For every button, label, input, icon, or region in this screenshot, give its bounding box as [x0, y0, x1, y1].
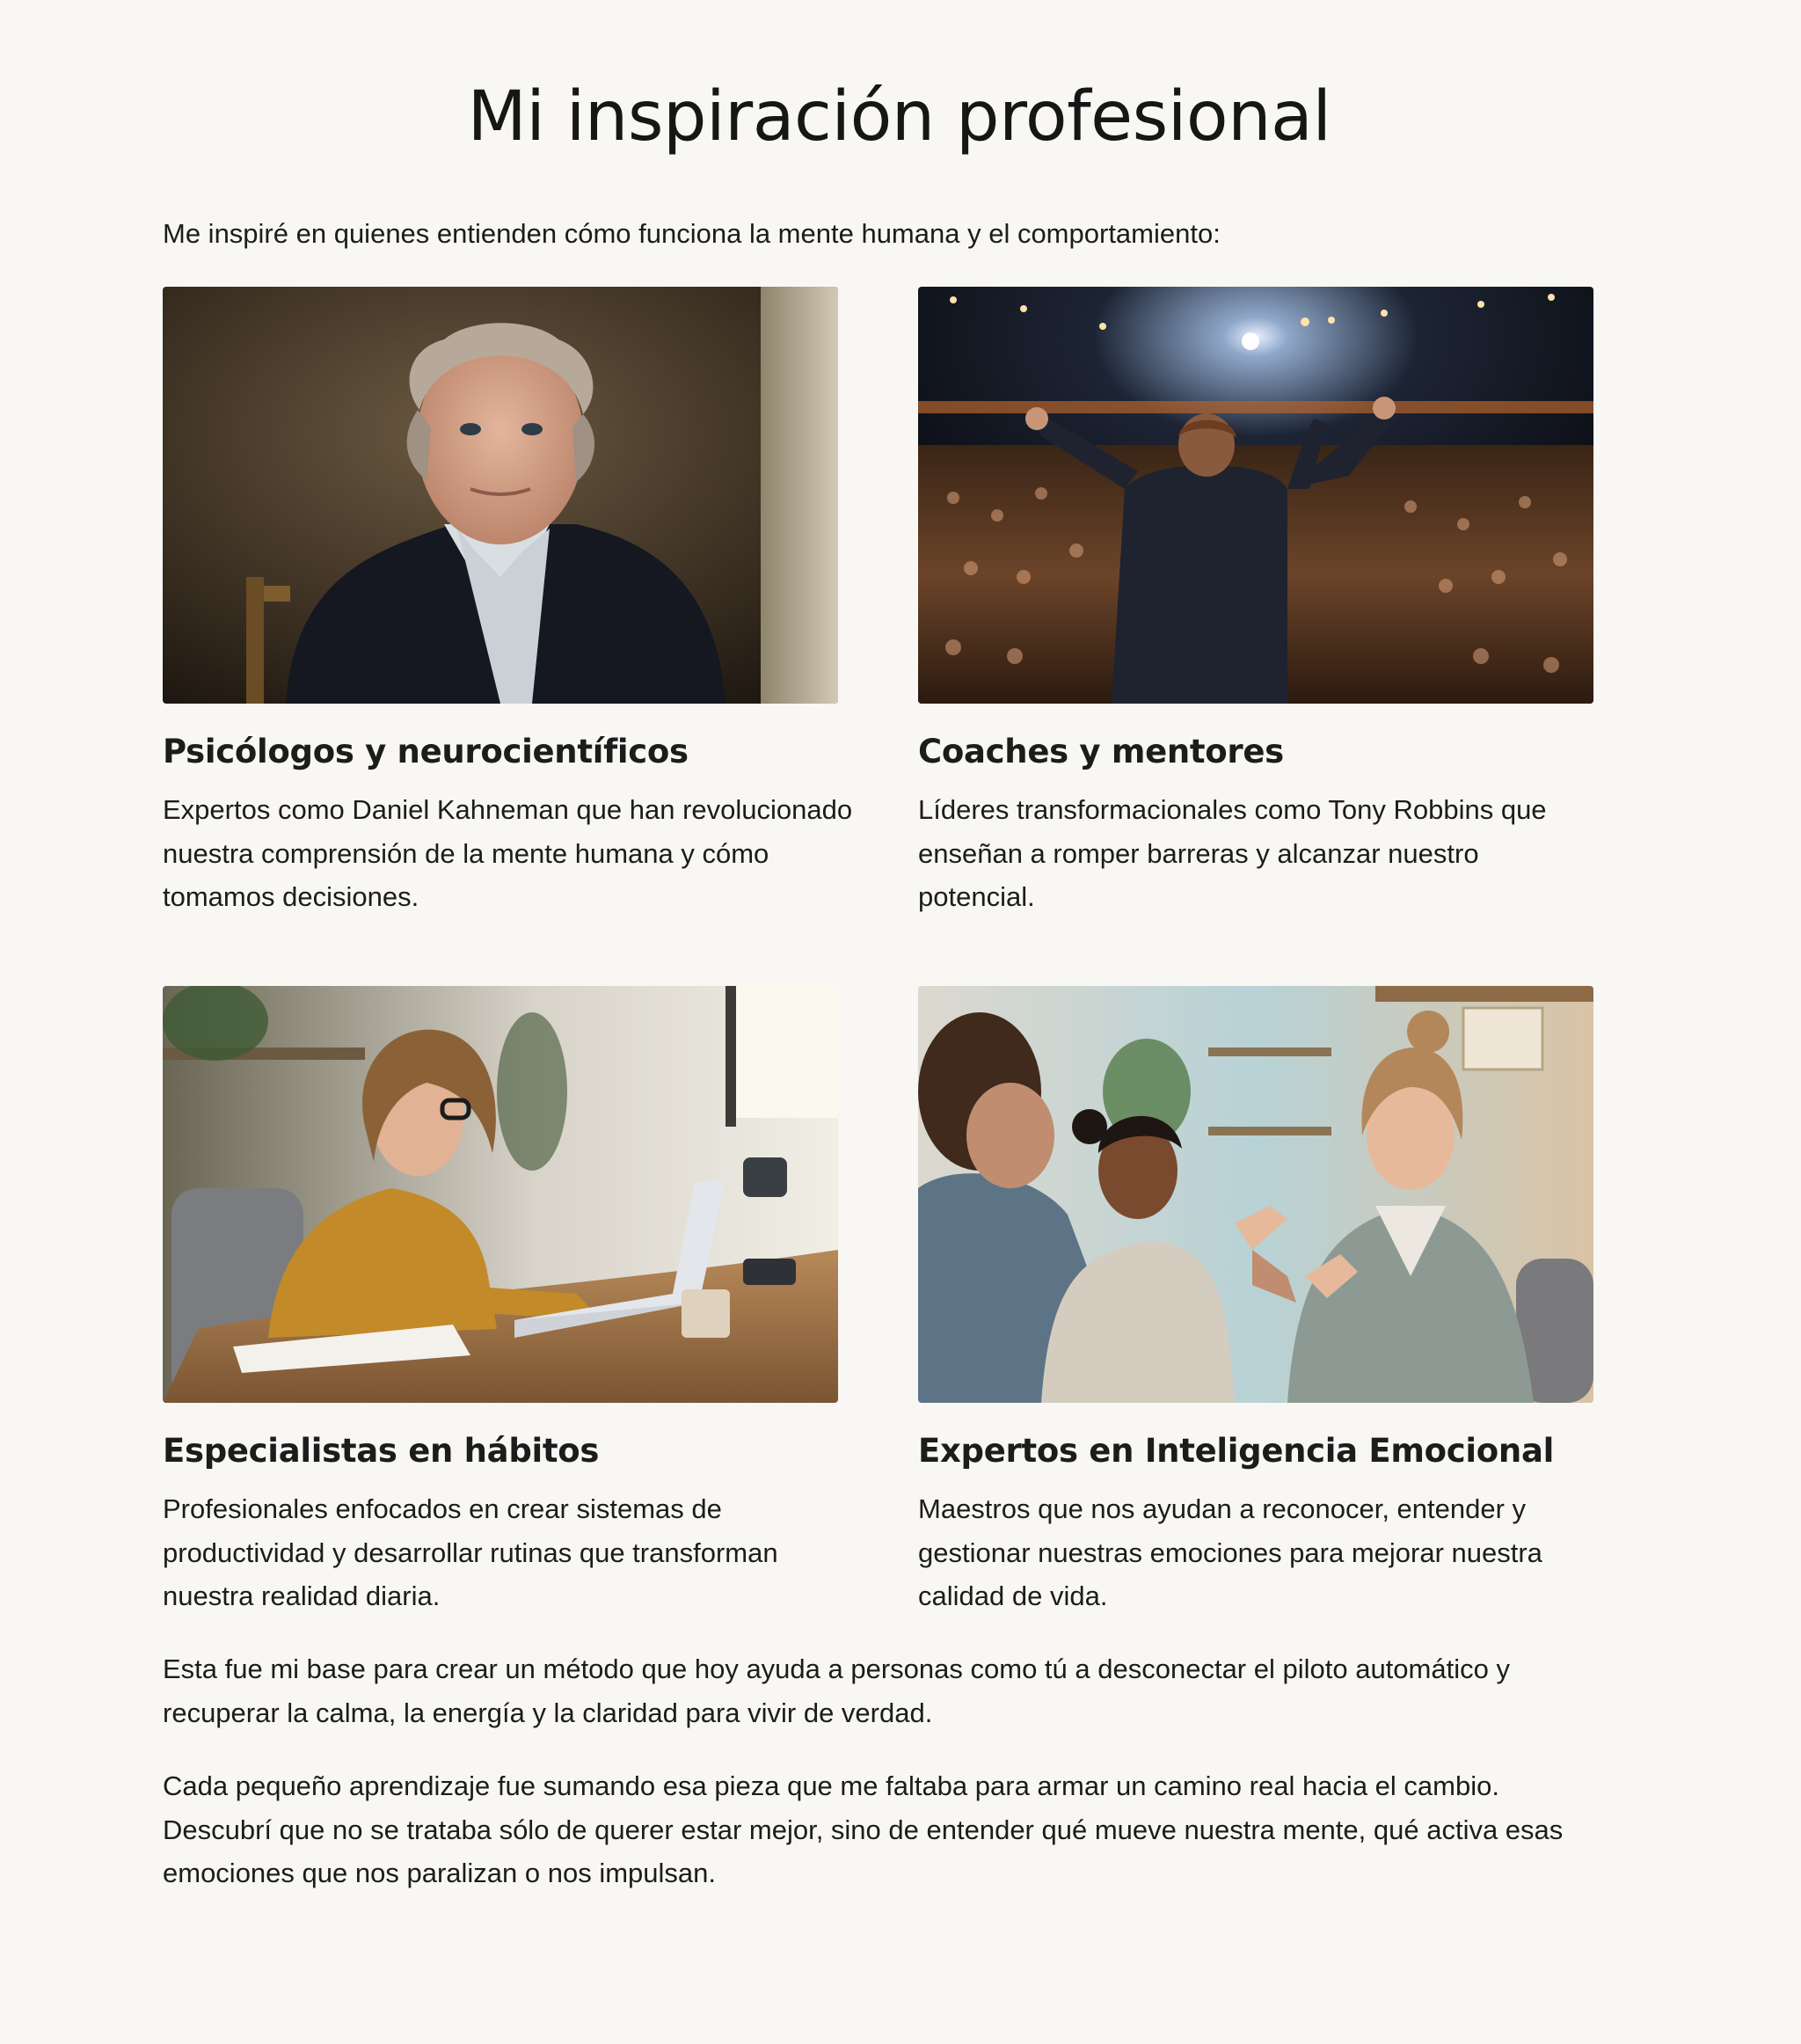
card-description: Profesionales enfocados en crear sistemas de productividad y desarrollar rutinas que transforman nuestra realidad diaria.: [163, 1493, 778, 1611]
card-description: Líderes transformacionales como Tony Robbins que enseñan a romper barreras y alcanzar nuestro potencial.: [918, 794, 1547, 912]
closing-paragraph-1: Esta fue mi base para crear un método que hoy ayuda a personas como tú a desconectar el piloto automático y recuperar la calma, la energía y la claridad para vivir de verdad.: [163, 1653, 1510, 1728]
card-habits: [163, 986, 954, 1611]
page-title: Mi inspiración profesional: [467, 77, 1331, 157]
habits-photo: [163, 986, 838, 1403]
psychologist-photo: [163, 287, 838, 704]
card-title: Expertos en Inteligencia Emocional: [918, 1432, 1555, 1470]
card-description: Maestros que nos ayudan a reconocer, entender y gestionar nuestras emociones para mejorar nuestra calidad de vida.: [918, 1493, 1542, 1611]
card-title: Especialistas en hábitos: [163, 1432, 600, 1470]
card-title: Psicólogos y neurocientíficos: [163, 733, 689, 770]
card-psychologists: [163, 287, 954, 912]
card-coaches: [918, 287, 1710, 912]
intro-text: Me inspiré en quienes entienden cómo funciona la mente humana y el comportamiento:: [163, 218, 1221, 249]
emotional-intelligence-photo: [918, 986, 1593, 1403]
coach-stage-photo: [918, 287, 1593, 704]
card-title: Coaches y mentores: [918, 733, 1284, 770]
card-description: Expertos como Daniel Kahneman que han revolucionado nuestra comprensión de la mente humana y cómo tomamos decisiones.: [163, 794, 853, 912]
card-emotional-intelligence: [918, 986, 1710, 1611]
closing-paragraph-2: Cada pequeño aprendizaje fue sumando esa pieza que me faltaba para armar un camino real hacia el cambio. Descubrí que no se trataba sólo de querer estar mejor, sino de entender qué mueve nuestra mente, qué activa esas emociones que nos paralizan o nos impulsan.: [163, 1770, 1564, 1888]
